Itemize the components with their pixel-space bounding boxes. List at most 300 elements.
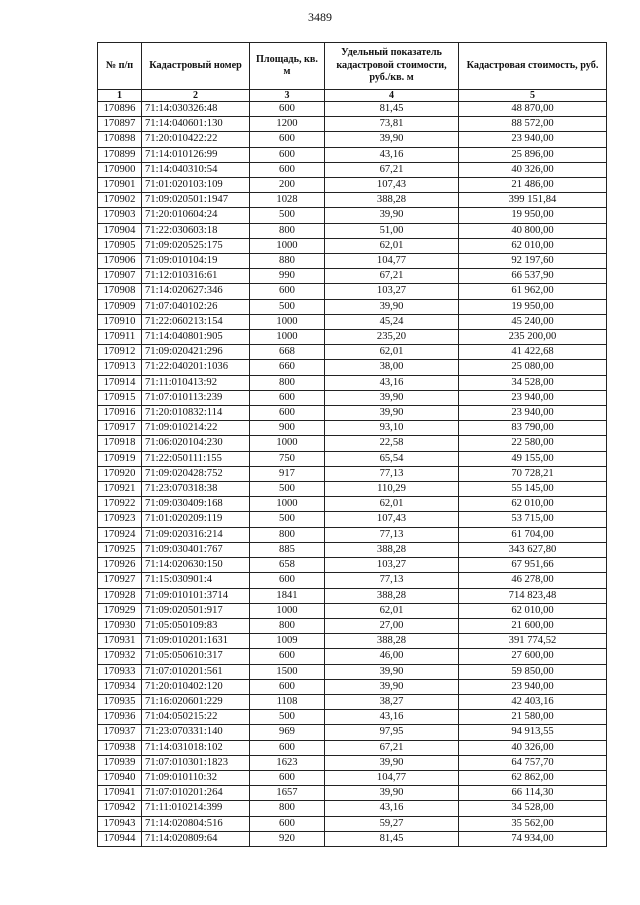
table-row <box>98 542 607 557</box>
row-number-cell: 170925 <box>98 542 142 557</box>
cadastral-number-cell: 71:20:010604:24 <box>142 208 250 223</box>
unit-value-cell: 73,81 <box>325 117 459 132</box>
row-number-cell: 170936 <box>98 710 142 725</box>
table-row <box>98 223 607 238</box>
cadastral-value-cell: 92 197,60 <box>459 254 607 269</box>
unit-value-cell: 45,24 <box>325 314 459 329</box>
cadastral-value-table <box>97 42 607 847</box>
row-number-cell: 170935 <box>98 694 142 709</box>
row-number-cell: 170940 <box>98 770 142 785</box>
row-number-cell: 170918 <box>98 436 142 451</box>
cadastral-value-cell: 235 200,00 <box>459 330 607 345</box>
area-cell: 500 <box>250 299 325 314</box>
area-cell: 500 <box>250 710 325 725</box>
row-number-cell: 170930 <box>98 618 142 633</box>
unit-value-cell: 39,90 <box>325 132 459 147</box>
row-number-cell: 170910 <box>98 314 142 329</box>
cadastral-value-cell: 61 704,00 <box>459 527 607 542</box>
cadastral-number-cell: 71:01:020103:109 <box>142 178 250 193</box>
area-cell: 1000 <box>250 314 325 329</box>
unit-value-cell: 388,28 <box>325 588 459 603</box>
cadastral-number-cell: 71:09:010104:19 <box>142 254 250 269</box>
unit-value-cell: 46,00 <box>325 649 459 664</box>
table-row <box>98 406 607 421</box>
area-cell: 1200 <box>250 117 325 132</box>
area-cell: 800 <box>250 527 325 542</box>
column-index: 2 <box>142 90 250 102</box>
row-number-cell: 170942 <box>98 801 142 816</box>
cadastral-value-cell: 34 528,00 <box>459 801 607 816</box>
row-number-cell: 170922 <box>98 497 142 512</box>
table-row <box>98 345 607 360</box>
cadastral-value-cell: 64 757,70 <box>459 755 607 770</box>
table-row <box>98 512 607 527</box>
area-cell: 200 <box>250 178 325 193</box>
unit-value-cell: 235,20 <box>325 330 459 345</box>
row-number-cell: 170904 <box>98 223 142 238</box>
area-cell: 900 <box>250 421 325 436</box>
cadastral-number-cell: 71:14:010126:99 <box>142 147 250 162</box>
cadastral-number-cell: 71:05:050109:83 <box>142 618 250 633</box>
area-cell: 1623 <box>250 755 325 770</box>
column-index: 1 <box>98 90 142 102</box>
area-cell: 1000 <box>250 603 325 618</box>
area-cell: 920 <box>250 831 325 846</box>
row-number-cell: 170921 <box>98 482 142 497</box>
cadastral-value-cell: 35 562,00 <box>459 816 607 831</box>
header-cadastral-number: Кадастровый номер <box>142 43 250 90</box>
cadastral-number-cell: 71:16:020601:229 <box>142 694 250 709</box>
area-cell: 600 <box>250 390 325 405</box>
table-row <box>98 588 607 603</box>
area-cell: 500 <box>250 208 325 223</box>
header-cadastral-value: Кадастровая стоимость, руб. <box>459 43 607 90</box>
area-cell: 917 <box>250 466 325 481</box>
column-index: 5 <box>459 90 607 102</box>
row-number-cell: 170897 <box>98 117 142 132</box>
area-cell: 1000 <box>250 330 325 345</box>
area-cell: 1108 <box>250 694 325 709</box>
cadastral-number-cell: 71:22:050111:155 <box>142 451 250 466</box>
row-number-cell: 170919 <box>98 451 142 466</box>
table-row <box>98 330 607 345</box>
area-cell: 1000 <box>250 436 325 451</box>
table-row <box>98 102 607 117</box>
unit-value-cell: 39,90 <box>325 208 459 223</box>
cadastral-number-cell: 71:22:040201:1036 <box>142 360 250 375</box>
cadastral-number-cell: 71:23:070318:38 <box>142 482 250 497</box>
cadastral-value-cell: 391 774,52 <box>459 634 607 649</box>
row-number-cell: 170924 <box>98 527 142 542</box>
cadastral-value-cell: 70 728,21 <box>459 466 607 481</box>
cadastral-value-cell: 62 862,00 <box>459 770 607 785</box>
cadastral-number-cell: 71:04:050215:22 <box>142 710 250 725</box>
unit-value-cell: 39,90 <box>325 664 459 679</box>
row-number-cell: 170914 <box>98 375 142 390</box>
unit-value-cell: 103,27 <box>325 558 459 573</box>
cadastral-value-cell: 53 715,00 <box>459 512 607 527</box>
cadastral-number-cell: 71:14:020804:516 <box>142 816 250 831</box>
cadastral-value-cell: 66 114,30 <box>459 786 607 801</box>
unit-value-cell: 110,29 <box>325 482 459 497</box>
area-cell: 600 <box>250 406 325 421</box>
cadastral-number-cell: 71:09:010110:32 <box>142 770 250 785</box>
table-row <box>98 801 607 816</box>
table-row <box>98 694 607 709</box>
cadastral-value-cell: 49 155,00 <box>459 451 607 466</box>
cadastral-value-cell: 23 940,00 <box>459 679 607 694</box>
row-number-cell: 170912 <box>98 345 142 360</box>
cadastral-number-cell: 71:07:010201:561 <box>142 664 250 679</box>
row-number-cell: 170905 <box>98 238 142 253</box>
cadastral-number-cell: 71:09:010101:3714 <box>142 588 250 603</box>
row-number-cell: 170926 <box>98 558 142 573</box>
unit-value-cell: 77,13 <box>325 527 459 542</box>
area-cell: 600 <box>250 649 325 664</box>
table-row <box>98 573 607 588</box>
area-cell: 1500 <box>250 664 325 679</box>
cadastral-number-cell: 71:14:030326:48 <box>142 102 250 117</box>
cadastral-number-cell: 71:09:030401:767 <box>142 542 250 557</box>
row-number-cell: 170915 <box>98 390 142 405</box>
area-cell: 600 <box>250 573 325 588</box>
table-row <box>98 816 607 831</box>
cadastral-number-cell: 71:07:010201:264 <box>142 786 250 801</box>
area-cell: 600 <box>250 102 325 117</box>
table-row <box>98 451 607 466</box>
area-cell: 500 <box>250 482 325 497</box>
table-row <box>98 208 607 223</box>
cadastral-number-cell: 71:09:020501:917 <box>142 603 250 618</box>
cadastral-number-cell: 71:15:030901:4 <box>142 573 250 588</box>
table-row <box>98 162 607 177</box>
cadastral-value-cell: 67 951,66 <box>459 558 607 573</box>
unit-value-cell: 43,16 <box>325 710 459 725</box>
cadastral-number-cell: 71:07:010301:1823 <box>142 755 250 770</box>
row-number-cell: 170920 <box>98 466 142 481</box>
area-cell: 1657 <box>250 786 325 801</box>
cadastral-value-cell: 21 600,00 <box>459 618 607 633</box>
row-number-cell: 170934 <box>98 679 142 694</box>
row-number-cell: 170913 <box>98 360 142 375</box>
area-cell: 1000 <box>250 497 325 512</box>
unit-value-cell: 43,16 <box>325 147 459 162</box>
area-cell: 800 <box>250 618 325 633</box>
table-row <box>98 755 607 770</box>
cadastral-value-cell: 74 934,00 <box>459 831 607 846</box>
table-row <box>98 254 607 269</box>
table-row <box>98 238 607 253</box>
area-cell: 750 <box>250 451 325 466</box>
row-number-cell: 170903 <box>98 208 142 223</box>
table-row <box>98 390 607 405</box>
row-number-cell: 170939 <box>98 755 142 770</box>
unit-value-cell: 67,21 <box>325 740 459 755</box>
unit-value-cell: 39,90 <box>325 299 459 314</box>
cadastral-number-cell: 71:14:031018:102 <box>142 740 250 755</box>
cadastral-number-cell: 71:09:020428:752 <box>142 466 250 481</box>
header-row <box>98 43 607 90</box>
row-number-cell: 170923 <box>98 512 142 527</box>
unit-value-cell: 104,77 <box>325 770 459 785</box>
table-row <box>98 269 607 284</box>
unit-value-cell: 93,10 <box>325 421 459 436</box>
unit-value-cell: 62,01 <box>325 603 459 618</box>
unit-value-cell: 27,00 <box>325 618 459 633</box>
row-number-cell: 170899 <box>98 147 142 162</box>
unit-value-cell: 38,27 <box>325 694 459 709</box>
table-row <box>98 497 607 512</box>
table-row <box>98 375 607 390</box>
unit-value-cell: 388,28 <box>325 542 459 557</box>
cadastral-value-cell: 62 010,00 <box>459 497 607 512</box>
table-row <box>98 299 607 314</box>
cadastral-value-cell: 62 010,00 <box>459 238 607 253</box>
cadastral-value-cell: 23 940,00 <box>459 406 607 421</box>
table-row <box>98 786 607 801</box>
area-cell: 800 <box>250 223 325 238</box>
row-number-cell: 170917 <box>98 421 142 436</box>
row-number-cell: 170909 <box>98 299 142 314</box>
header-row-number: № п/п <box>98 43 142 90</box>
cadastral-number-cell: 71:09:010201:1631 <box>142 634 250 649</box>
cadastral-number-cell: 71:09:020525:175 <box>142 238 250 253</box>
cadastral-value-cell: 22 580,00 <box>459 436 607 451</box>
area-cell: 1841 <box>250 588 325 603</box>
cadastral-value-cell: 19 950,00 <box>459 208 607 223</box>
unit-value-cell: 388,28 <box>325 634 459 649</box>
area-cell: 600 <box>250 679 325 694</box>
cadastral-number-cell: 71:09:020421:296 <box>142 345 250 360</box>
area-cell: 600 <box>250 284 325 299</box>
page-number: 3489 <box>308 10 332 24</box>
cadastral-value-cell: 25 896,00 <box>459 147 607 162</box>
cadastral-number-cell: 71:11:010214:399 <box>142 801 250 816</box>
table-row <box>98 117 607 132</box>
unit-value-cell: 107,43 <box>325 512 459 527</box>
column-index: 4 <box>325 90 459 102</box>
cadastral-value-cell: 55 145,00 <box>459 482 607 497</box>
cadastral-number-cell: 71:23:070331:140 <box>142 725 250 740</box>
cadastral-number-cell: 71:14:040601:130 <box>142 117 250 132</box>
unit-value-cell: 39,90 <box>325 390 459 405</box>
table-row <box>98 603 607 618</box>
table-row <box>98 740 607 755</box>
cadastral-number-cell: 71:01:020209:119 <box>142 512 250 527</box>
column-index: 3 <box>250 90 325 102</box>
cadastral-value-cell: 66 537,90 <box>459 269 607 284</box>
area-cell: 600 <box>250 132 325 147</box>
area-cell: 1028 <box>250 193 325 208</box>
header-area: Площадь, кв. м <box>250 43 325 90</box>
table-row <box>98 634 607 649</box>
row-number-cell: 170941 <box>98 786 142 801</box>
row-number-cell: 170933 <box>98 664 142 679</box>
cadastral-value-cell: 27 600,00 <box>459 649 607 664</box>
cadastral-number-cell: 71:07:010113:239 <box>142 390 250 405</box>
unit-value-cell: 62,01 <box>325 497 459 512</box>
cadastral-number-cell: 71:11:010413:92 <box>142 375 250 390</box>
area-cell: 1009 <box>250 634 325 649</box>
unit-value-cell: 39,90 <box>325 755 459 770</box>
cadastral-number-cell: 71:09:020316:214 <box>142 527 250 542</box>
area-cell: 990 <box>250 269 325 284</box>
area-cell: 658 <box>250 558 325 573</box>
cadastral-value-cell: 61 962,00 <box>459 284 607 299</box>
row-number-cell: 170907 <box>98 269 142 284</box>
table-row <box>98 482 607 497</box>
cadastral-value-cell: 45 240,00 <box>459 314 607 329</box>
unit-value-cell: 81,45 <box>325 831 459 846</box>
unit-value-cell: 43,16 <box>325 801 459 816</box>
cadastral-value-cell: 25 080,00 <box>459 360 607 375</box>
cadastral-number-cell: 71:14:020630:150 <box>142 558 250 573</box>
table-row <box>98 284 607 299</box>
row-number-cell: 170916 <box>98 406 142 421</box>
column-index-row <box>98 90 607 102</box>
table-row <box>98 132 607 147</box>
area-cell: 885 <box>250 542 325 557</box>
cadastral-value-cell: 21 580,00 <box>459 710 607 725</box>
row-number-cell: 170898 <box>98 132 142 147</box>
unit-value-cell: 65,54 <box>325 451 459 466</box>
cadastral-value-cell: 40 800,00 <box>459 223 607 238</box>
cadastral-value-cell: 40 326,00 <box>459 162 607 177</box>
cadastral-number-cell: 71:22:060213:154 <box>142 314 250 329</box>
unit-value-cell: 39,90 <box>325 406 459 421</box>
table-row <box>98 770 607 785</box>
unit-value-cell: 104,77 <box>325 254 459 269</box>
cadastral-number-cell: 71:07:040102:26 <box>142 299 250 314</box>
area-cell: 668 <box>250 345 325 360</box>
table-row <box>98 679 607 694</box>
area-cell: 600 <box>250 162 325 177</box>
row-number-cell: 170927 <box>98 573 142 588</box>
unit-value-cell: 67,21 <box>325 269 459 284</box>
cadastral-value-cell: 34 528,00 <box>459 375 607 390</box>
row-number-cell: 170937 <box>98 725 142 740</box>
table-row <box>98 360 607 375</box>
cadastral-number-cell: 71:09:010214:22 <box>142 421 250 436</box>
table-row <box>98 831 607 846</box>
cadastral-value-cell: 714 823,48 <box>459 588 607 603</box>
unit-value-cell: 77,13 <box>325 573 459 588</box>
cadastral-value-cell: 343 627,80 <box>459 542 607 557</box>
cadastral-value-cell: 59 850,00 <box>459 664 607 679</box>
table-row <box>98 558 607 573</box>
unit-value-cell: 81,45 <box>325 102 459 117</box>
cadastral-value-cell: 94 913,55 <box>459 725 607 740</box>
row-number-cell: 170932 <box>98 649 142 664</box>
cadastral-number-cell: 71:20:010402:120 <box>142 679 250 694</box>
unit-value-cell: 107,43 <box>325 178 459 193</box>
row-number-cell: 170928 <box>98 588 142 603</box>
row-number-cell: 170938 <box>98 740 142 755</box>
unit-value-cell: 38,00 <box>325 360 459 375</box>
unit-value-cell: 103,27 <box>325 284 459 299</box>
area-cell: 600 <box>250 147 325 162</box>
cadastral-value-cell: 41 422,68 <box>459 345 607 360</box>
table-row <box>98 710 607 725</box>
area-cell: 800 <box>250 375 325 390</box>
row-number-cell: 170911 <box>98 330 142 345</box>
cadastral-number-cell: 71:22:030603:18 <box>142 223 250 238</box>
area-cell: 600 <box>250 770 325 785</box>
table-header <box>98 43 607 102</box>
cadastral-value-cell: 19 950,00 <box>459 299 607 314</box>
row-number-cell: 170929 <box>98 603 142 618</box>
table-row <box>98 421 607 436</box>
cadastral-number-cell: 71:06:020104:230 <box>142 436 250 451</box>
cadastral-value-cell: 42 403,16 <box>459 694 607 709</box>
area-cell: 600 <box>250 816 325 831</box>
area-cell: 1000 <box>250 238 325 253</box>
cadastral-number-cell: 71:14:020627:346 <box>142 284 250 299</box>
area-cell: 880 <box>250 254 325 269</box>
table-row <box>98 618 607 633</box>
table-row <box>98 466 607 481</box>
unit-value-cell: 59,27 <box>325 816 459 831</box>
area-cell: 500 <box>250 512 325 527</box>
unit-value-cell: 62,01 <box>325 238 459 253</box>
cadastral-number-cell: 71:12:010316:61 <box>142 269 250 284</box>
row-number-cell: 170902 <box>98 193 142 208</box>
cadastral-value-cell: 83 790,00 <box>459 421 607 436</box>
row-number-cell: 170908 <box>98 284 142 299</box>
row-number-cell: 170931 <box>98 634 142 649</box>
area-cell: 800 <box>250 801 325 816</box>
table-body <box>98 102 607 847</box>
cadastral-number-cell: 71:20:010422:22 <box>142 132 250 147</box>
unit-value-cell: 39,90 <box>325 786 459 801</box>
cadastral-value-cell: 21 486,00 <box>459 178 607 193</box>
table-row <box>98 649 607 664</box>
row-number-cell: 170896 <box>98 102 142 117</box>
table-row <box>98 725 607 740</box>
cadastral-number-cell: 71:09:030409:168 <box>142 497 250 512</box>
cadastral-number-cell: 71:14:020809:64 <box>142 831 250 846</box>
cadastral-value-cell: 40 326,00 <box>459 740 607 755</box>
cadastral-value-cell: 23 940,00 <box>459 132 607 147</box>
table-row <box>98 147 607 162</box>
cadastral-value-cell: 48 870,00 <box>459 102 607 117</box>
cadastral-number-cell: 71:09:020501:1947 <box>142 193 250 208</box>
cadastral-value-cell: 399 151,84 <box>459 193 607 208</box>
cadastral-value-cell: 88 572,00 <box>459 117 607 132</box>
area-cell: 969 <box>250 725 325 740</box>
row-number-cell: 170900 <box>98 162 142 177</box>
row-number-cell: 170944 <box>98 831 142 846</box>
area-cell: 660 <box>250 360 325 375</box>
cadastral-number-cell: 71:14:040801:905 <box>142 330 250 345</box>
row-number-cell: 170943 <box>98 816 142 831</box>
cadastral-value-cell: 23 940,00 <box>459 390 607 405</box>
row-number-cell: 170901 <box>98 178 142 193</box>
table-row <box>98 527 607 542</box>
cadastral-value-cell: 62 010,00 <box>459 603 607 618</box>
table-row <box>98 664 607 679</box>
table-row <box>98 436 607 451</box>
unit-value-cell: 51,00 <box>325 223 459 238</box>
header-unit-value: Удельный показатель кадастровой стоимости, руб./кв. м <box>325 43 459 90</box>
cadastral-number-cell: 71:14:040310:54 <box>142 162 250 177</box>
unit-value-cell: 77,13 <box>325 466 459 481</box>
row-number-cell: 170906 <box>98 254 142 269</box>
unit-value-cell: 22,58 <box>325 436 459 451</box>
unit-value-cell: 43,16 <box>325 375 459 390</box>
unit-value-cell: 388,28 <box>325 193 459 208</box>
unit-value-cell: 62,01 <box>325 345 459 360</box>
